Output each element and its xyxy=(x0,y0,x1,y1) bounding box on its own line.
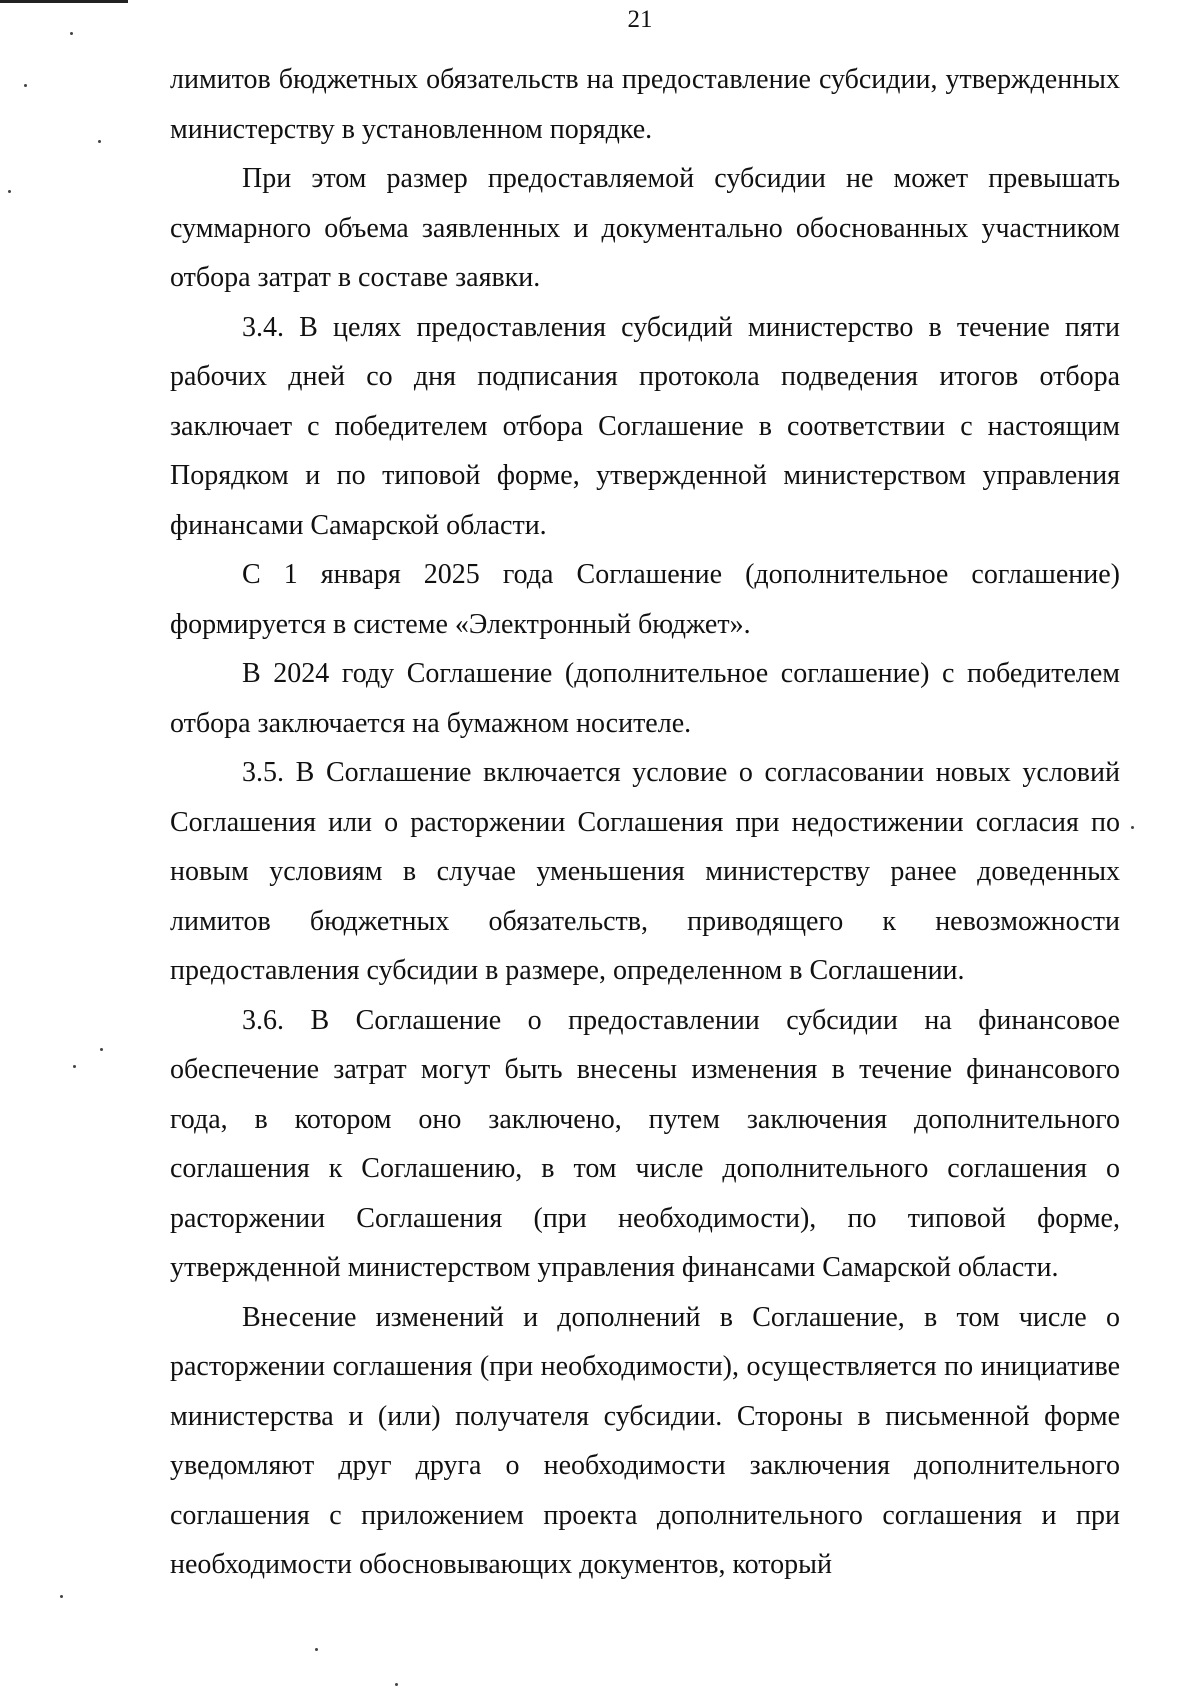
scan-speck xyxy=(1131,826,1134,829)
scan-speck xyxy=(98,140,101,143)
page-number: 21 xyxy=(627,6,653,33)
paragraph-3-4: 3.4. В целях предоставления субсидий министерство в течение пяти рабочих дней со дня подписания протокола подведения итогов отбора заключает с победителем отбора Соглашение в соответствии с настоящим Порядком и по типовой форме, утвержденной министерством управления финансами Самарской области. xyxy=(170,311,1120,541)
scan-speck xyxy=(60,1595,63,1598)
paragraph-subsidy-limit: При этом размер предоставляемой субсидии не может превышать суммарного объема заявленных и документально обоснованных участником отбора затрат в составе заявки. xyxy=(170,163,1120,293)
paragraph-3-5: 3.5. В Соглашение включается условие о согласовании новых условий Соглашения или о расторжении Соглашения при недостижении согласия по новым условиям в случае уменьшения министерству ранее доведенных лимитов бюджетных обязательств, приводящего к невозможности предоставления субсидии в размере, определенном в Соглашении. xyxy=(170,757,1120,986)
scan-speck xyxy=(315,1648,318,1651)
scan-speck xyxy=(395,1683,398,1686)
paragraph-continuation: лимитов бюджетных обязательств на предоставление субсидии, утвержденных министерству в установленном порядке. xyxy=(170,64,1120,145)
scan-speck xyxy=(73,1065,76,1068)
scan-speck xyxy=(70,32,73,35)
paragraph-3-6: 3.6. В Соглашение о предоставлении субсидии на финансовое обеспечение затрат могут быть внесены изменения в течение финансового года, в котором оно заключено, путем заключения дополнительного соглашения к Соглашению, в том числе дополнительного соглашения о расторжении Соглашения (при необходимости), по типовой форме, утвержденной министерством управления финансами Самарской области. xyxy=(170,1004,1120,1283)
paragraph-electronic-budget: С 1 января 2025 года Соглашение (дополнительное соглашение) формируется в системе «Электронный бюджет». xyxy=(170,559,1120,640)
document-body xyxy=(170,55,1120,1590)
paragraph-amendments: Внесение изменений и дополнений в Соглашение, в том числе о расторжении соглашения (при необходимости), осуществляется по инициативе министерства и (или) получателя субсидии. Стороны в письменной форме уведомляют друг друга о необходимости заключения дополнительного соглашения с приложением проекта дополнительного соглашения и при необходимости обосновывающих документов, который xyxy=(170,1301,1120,1580)
scan-speck xyxy=(100,1048,103,1051)
paragraph-2024-paper: В 2024 году Соглашение (дополнительное соглашение) с победителем отбора заключается на бумажном носителе. xyxy=(170,658,1120,739)
scan-speck xyxy=(24,84,27,87)
scan-speck xyxy=(8,190,11,193)
top-edge-rule xyxy=(0,0,128,3)
